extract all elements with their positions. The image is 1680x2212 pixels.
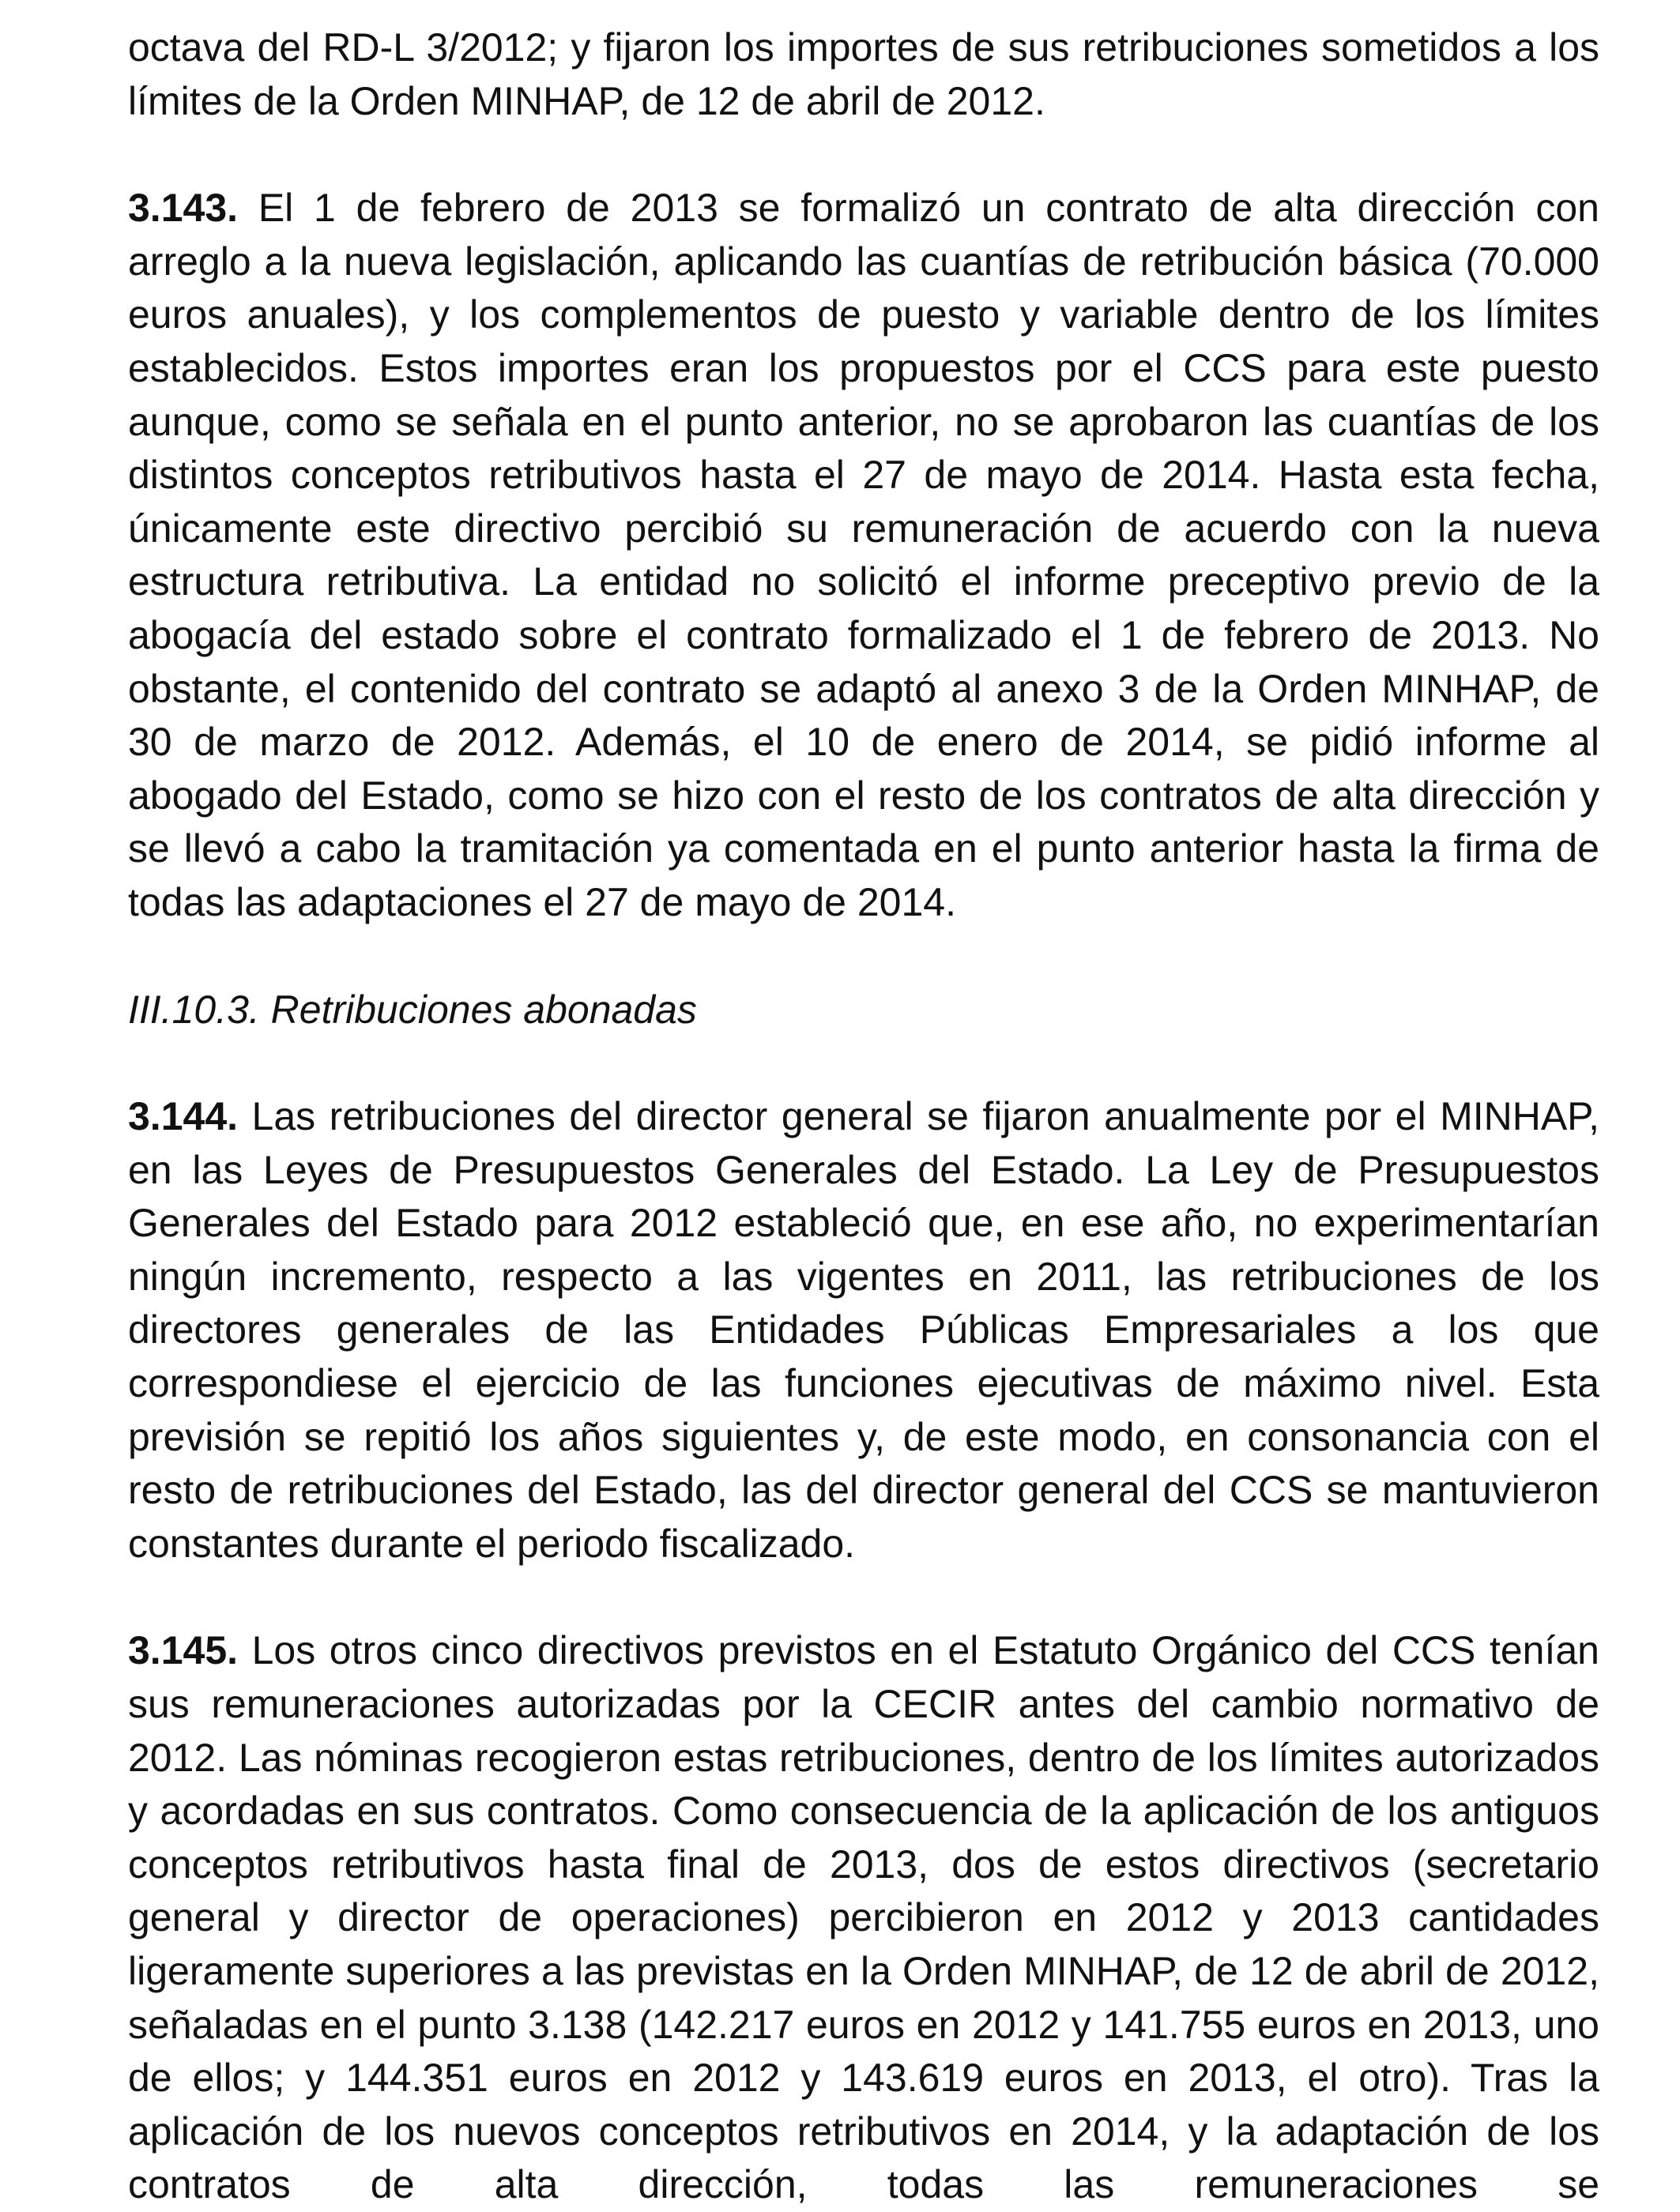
paragraph-3-145 [128,1624,1599,2212]
paragraph-number: 3.144. [128,1094,239,1139]
paragraph-text: Los otros cinco directivos previstos en el Estatuto Orgánico del CCS tenían sus remuneraciones autorizadas por la CECIR antes del cambio normativo de 2012. Las nóminas recogieron estas retribuciones, dentro de los límites autorizados y acordadas en sus contratos. Como consecuencia de la aplicación de los antiguos conceptos retributivos hasta final de 2013, dos de estos directivos (secretario general y director de operaciones) percibieron en 2012 y 2013 cantidades ligeramente superiores a las previstas en la Orden MINHAP, de 12 de abril de 2012, señaladas en el punto 3.138 (142.217 euros en 2012 y 141.755 euros en 2013, uno de ellos; y 144.351 euros en 2012 y 143.619 euros en 2013, el otro). Tras la aplicación de los nuevos conceptos retributivos en 2014, y la adaptación de los contratos de alta dirección, todas las remuneraciones se [128,1628,1599,2207]
paragraph-text: El 1 de febrero de 2013 se formalizó un contrato de alta dirección con arreglo a la nueva legislación, aplicando las cuantías de retribución básica (70.000 euros anuales), y los complementos de puesto y variable dentro de los límites establecidos. Estos importes eran los propuestos por el CCS para este puesto aunque, como se señala en el punto anterior, no se aprobaron las cuantías de los distintos conceptos retributivos hasta el 27 de mayo de 2014. Hasta esta fecha, únicamente este directivo percibió su remuneración de acuerdo con la nueva estructura retributiva. La entidad no solicitó el informe preceptivo previo de la abogacía del estado sobre el contrato formalizado el 1 de febrero de 2013. No obstante, el contenido del contrato se adaptó al anexo 3 de la Orden MINHAP, de 30 de marzo de 2012. Además, el 10 de enero de 2014, se pidió informe al abogado del Estado, como se hizo con el resto de los contratos de alta dirección y se llevó a cabo la tramitación ya comentada en el punto anterior hasta la firma de todas las adaptaciones el 27 de mayo de 2014. [128,186,1599,924]
section-heading: III.10.3. Retribuciones abonadas [128,987,697,1032]
paragraph-text: Las retribuciones del director general se fijaron anualmente por el MINHAP, en las Leyes de Presupuestos Generales del Estado. La Ley de Presupuestos Generales del Estado para 2012 estableció que, en ese año, no experimentarían ningún incremento, respecto a las vigentes en 2011, las retribuciones de los directores generales de las Entidades Públicas Empresariales a los que correspondiese el ejercicio de las funciones ejecutivas de máximo nivel. Esta previsión se repitió los años siguientes y, de este modo, en consonancia con el resto de retribuciones del Estado, las del director general del CCS se mantuvieron constantes durante el periodo fiscalizado. [128,1094,1599,1566]
paragraph-number: 3.143. [128,186,239,231]
continuation-paragraph: octava del RD-L 3/2012; y fijaron los importes de sus retribuciones sometidos a los límites de la Orden MINHAP, de 12 de abril de 2012. [128,25,1599,123]
paragraph-3-144 [128,1090,1599,1571]
paragraph-number: 3.145. [128,1628,239,1673]
paragraph-3-143 [128,182,1599,929]
document-page [128,0,1599,2212]
